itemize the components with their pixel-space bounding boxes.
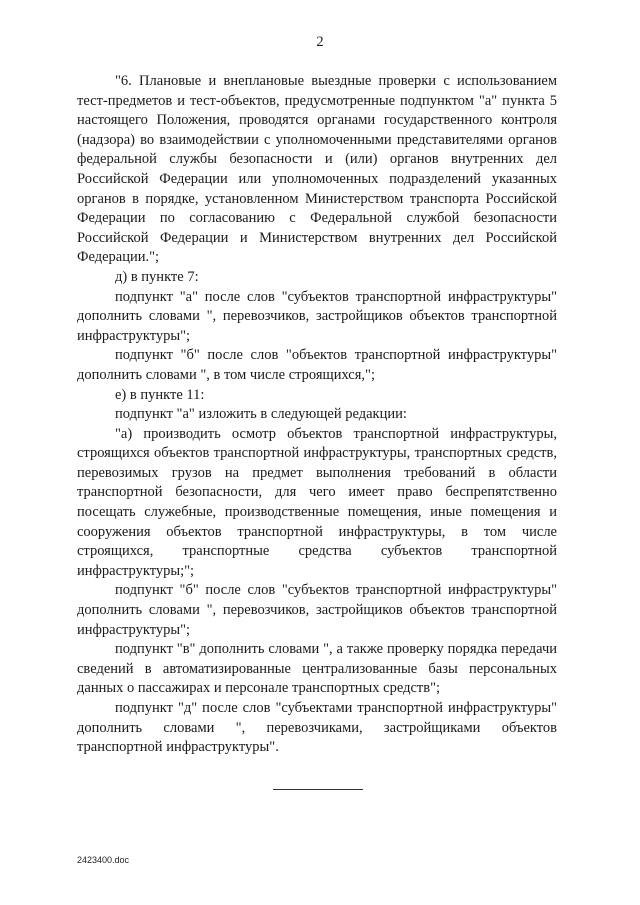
- end-separator-line: [273, 789, 363, 790]
- paragraph-point-e: е) в пункте 11:: [115, 386, 205, 403]
- page-number: 2: [316, 34, 324, 50]
- paragraph-subpoint-a-point-7: подпункт "а" после слов "субъектов транспортной инфраструктуры" дополнить словами ", перевозчиков, застройщиков объектов транспортной инфраструктуры";: [77, 288, 557, 344]
- paragraph-subpoint-b-point-7: подпункт "б" после слов "объектов транспортной инфраструктуры" дополнить словами ", в том числе строящихся,";: [77, 347, 557, 383]
- document-body: [77, 72, 557, 758]
- paragraph-subpoint-d: подпункт "д" после слов "субъектами транспортной инфраструктуры" дополнить словами ", перевозчиками, застройщиками объектов транспортной инфраструктуры".: [77, 700, 557, 756]
- footer-filename: 2423400.doc: [77, 855, 130, 865]
- paragraph-point-d: д) в пункте 7:: [115, 268, 199, 285]
- paragraph-subpoint-a-intro: подпункт "а" изложить в следующей редакции:: [115, 406, 407, 423]
- paragraph-item-6: "6. Плановые и внеплановые выездные проверки с использованием тест-предметов и тест-объектов, предусмотренные подпунктом "а" пункта 5 настоящего Положения, проводятся органами государственного контроля (надзора) во взаимодействии с уполномоченными представителями органов федеральной службы безопасности и (или) органов внутренних дел Российской Федерации или уполномоченных подразделений указанных органов в порядке, установленном Министерством транспорта Российской Федерации по согласованию с Федеральной службой безопасности Российской Федерации и Министерством внутренних дел Российской Федерации.";: [77, 73, 557, 266]
- paragraph-subpoint-b-point-11: подпункт "б" после слов "субъектов транспортной инфраструктуры" дополнить словами ", перевозчиков, застройщиков объектов транспортной инфраструктуры";: [77, 582, 557, 638]
- paragraph-subpoint-a-text: "а) производить осмотр объектов транспортной инфраструктуры, строящихся объектов транспортной инфраструктуры, транспортных средств, перевозимых грузов на предмет выполнения требований в области транспортной безопасности, для чего имеет право беспрепятственно посещать служебные, производственные помещения, иные помещения и сооружения объектов транспортной инфраструктуры, в том числе строящихся, транспортные средства субъектов транспортной инфраструктуры;";: [77, 425, 557, 579]
- paragraph-subpoint-v: подпункт "в" дополнить словами ", а также проверку порядка передачи сведений в автоматизированные централизованные базы персональных данных о пассажирах и персонале транспортных средств";: [77, 641, 557, 697]
